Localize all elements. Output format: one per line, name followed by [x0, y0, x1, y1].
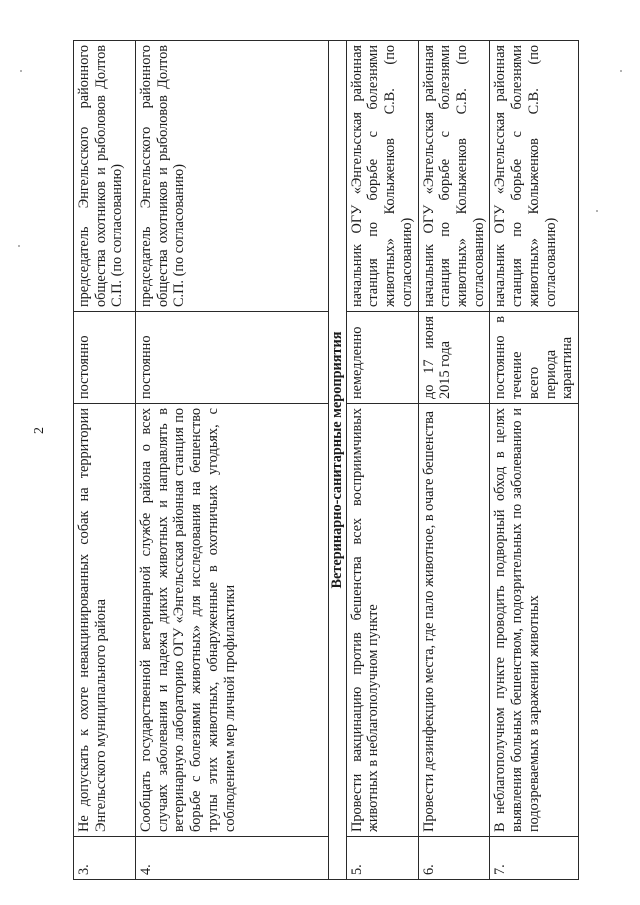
measure-text: В неблагополучном пункте проводить подворный обход в целях выявления больных бешенством, подозрительных по заболеванию и подозреваемых в заражении животных [490, 404, 579, 837]
deadline: постоянно [136, 312, 329, 404]
row-number: 4. [136, 837, 329, 880]
responsible: начальник ОГУ «Энгельсская районная станция по борьбе с болезнями животных» Колыженков С.В. (по согласованию) [490, 41, 579, 312]
deadline: постоянно [74, 312, 136, 404]
section-header-row [329, 41, 347, 880]
measure-text: Не допускать к охоте невакцинированных собак на территории Энгельсского муниципального района [74, 404, 136, 837]
measure-text: Провести вакцинацию против бешенства всех восприимчивых животных в неблагополучном пункте [346, 404, 418, 837]
row-number: 5. [346, 837, 418, 880]
scan-speck [20, 70, 22, 72]
table-row [490, 41, 579, 880]
row-number: 3. [74, 837, 136, 880]
measure-text: Провести дезинфекцию места, где пало животное, в очаге бешенства [418, 404, 490, 837]
responsible: председатель Энгельсского районного общества охотников и рыболовов Долтов С.П. (по согласованию) [74, 41, 136, 312]
responsible: начальник ОГУ «Энгельсская районная станция по борьбе с болезнями животных» Колыженков С.В. (по согласованию) [418, 41, 490, 312]
scan-speck [18, 245, 20, 247]
deadline: до 17 июня 2015 года [418, 312, 490, 404]
responsible: председатель Энгельсского районного общества охотников и рыболовов Долтов С.П. (по согласованию) [136, 41, 329, 312]
row-number: 6. [418, 837, 490, 880]
table-row [74, 41, 136, 880]
row-number: 7. [490, 837, 579, 880]
table-row [418, 41, 490, 880]
table-row [346, 41, 418, 880]
measure-text: Сообщать государственной ветеринарной службе района о всех случаях заболевания и падежа диких животных и направлять в ветеринарную лабораторию ОГУ «Энгельсская районная станция по борьбе с болезнями животных» для исследования на бешенство трупы этих животных, обнаруженные в охотничьих угодьях, с соблюдением мер личной профилактики [136, 404, 329, 837]
scan-speck [596, 210, 598, 212]
measures-table [73, 40, 579, 880]
scan-speck [620, 70, 622, 72]
section-title: Ветеринарно-санитарные мероприятия [329, 41, 347, 880]
table-row [136, 41, 329, 880]
responsible: начальник ОГУ «Энгельсская районная станция по борьбе с болезнями животных» Колыженков С.В. (по согласованию) [346, 41, 418, 312]
rotated-table-container [73, 40, 576, 880]
deadline: постоянно в течение всего периода карантина [490, 312, 579, 404]
page-number: 2 [32, 427, 47, 434]
deadline: немедленно [346, 312, 418, 404]
